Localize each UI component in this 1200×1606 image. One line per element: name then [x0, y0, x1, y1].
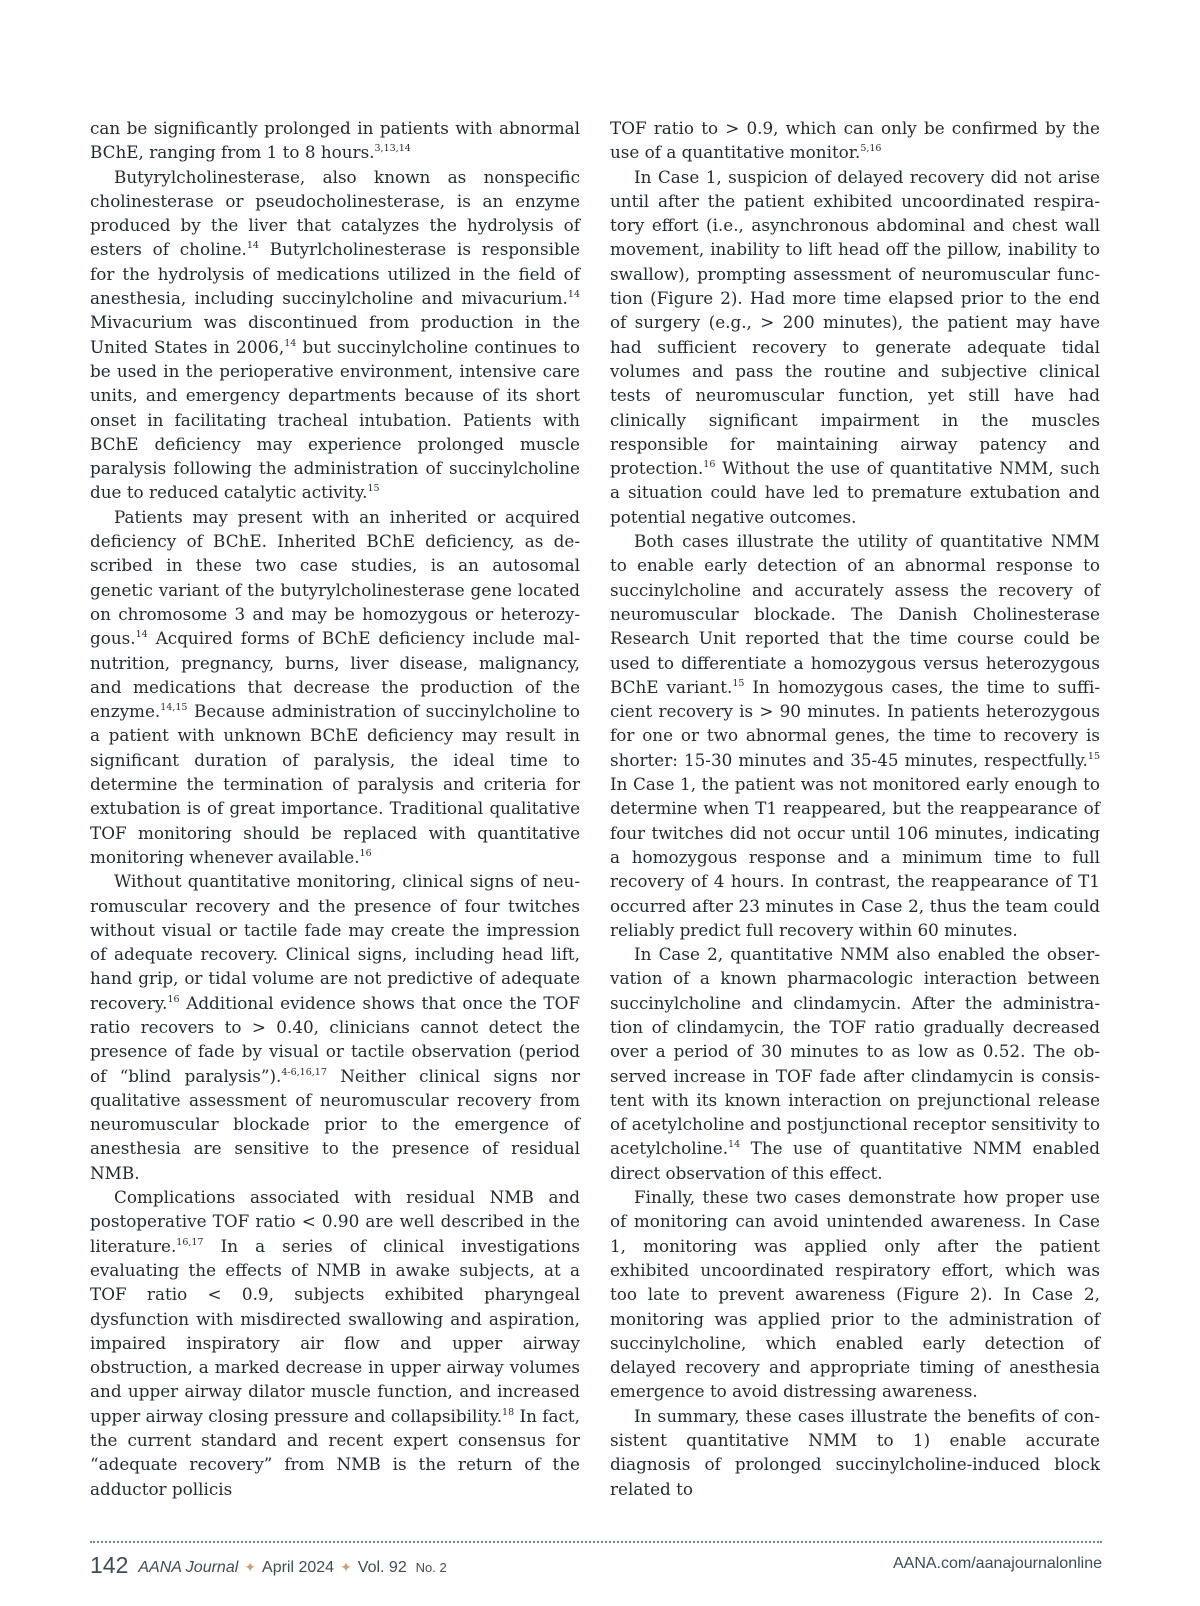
page-footer — [90, 1552, 1102, 1582]
citation: 4-6,16,17 — [281, 1066, 327, 1078]
diamond-separator-icon: ✦ — [340, 1559, 352, 1575]
journal-name: AANA Journal — [138, 1559, 239, 1576]
citation: 16 — [703, 459, 716, 471]
paragraph: Patients may present with an inherited or acquired deficiency of BChE. Inherited BChE deficiency, as described in these two case studies, is an autosomal genetic variant of the butyrylcholinesterase gene located on chromosome 3 and may be homozygous or heterozygous.$^{14}$ Acquired forms of BChE deficiency include malnutrition, pregnancy, burns, liver disease, malignancy, and medications that decrease the production of the enzyme.$^{14,15}$ Because administration of succinylcholine to a patient with unknown BChE deficiency may result in significant duration of paralysis, the ideal time to determine the termination of paralysis and criteria for extubation is of great importance. Traditional qualitative TOF monitoring should be replaced with quantitative monitoring whenever available.$^{16}$ — [90, 506, 580, 867]
paragraph: Without quantitative monitoring, clinical signs of neuromuscular recovery and the presence of four twitches without visual or tactile fade may create the impression of adequate recovery. Clinical signs, including head lift, hand grip, or tidal volume are not predictive of adequate recovery.$^{16}$ Additional evidence shows that once the TOF ratio recovers to > 0.40, clinicians cannot detect the presence of fade by visual or tactile observation (period of “blind paralysis”).$^{4-6,16,17}$ Neither clinical signs nor qualitative assessment of neuromuscular recovery from neuromuscular blockade prior to the emergence of anesthesia are sensitive to the presence of residual NMB. — [90, 871, 580, 1183]
citation: 16 — [359, 847, 372, 859]
citation: 14 — [567, 288, 580, 300]
footer-divider — [90, 1541, 1102, 1543]
right-column — [610, 116, 1100, 1501]
citation: 15 — [1087, 750, 1100, 762]
journal-url: AANA.com/aanajournalonline — [892, 1555, 1102, 1572]
left-column — [90, 116, 580, 1501]
volume: Vol. 92 — [357, 1559, 407, 1576]
paragraph: In summary, these cases illustrate the benefits of consistent quantitative NMM to 1) enable accurate diagnosis of prolonged succinylcholine-induced block related to — [610, 1405, 1100, 1499]
footer-citation — [90, 1552, 447, 1579]
paragraph: Complications associated with residual NMB and postoperative TOF ratio < 0.90 are well described in the literature.$^{16,17}$ In a series of clinical investigations evaluating the effects of NMB in awake subjects, at a TOF ratio < 0.9, subjects exhibited pharyngeal dysfunction with misdirected swallowing and aspiration, impaired inspiratory air flow and upper airway obstruction, a marked decrease in upper airway volumes and upper airway dilator muscle function, and increased upper airway closing pressure and collapsibility.$^{18}$ In fact, the current standard and recent expert consensus for “adequate recovery” from NMB is the return of the adductor pollicis — [90, 1187, 580, 1499]
citation: 14 — [284, 337, 297, 349]
paragraph: TOF ratio to > 0.9, which can only be confirmed by the use of a quantitative monitor.$^{5,16}$ — [610, 118, 1100, 163]
citation: 18 — [502, 1406, 515, 1418]
issue-number: No. 2 — [415, 1560, 447, 1575]
citation: 15 — [367, 483, 380, 495]
citation: 15 — [732, 677, 745, 689]
paragraph: In Case 2, quantitative NMM also enabled the observation of a known pharmacologic interaction between succinylcholine and clindamycin. After the administration of clindamycin, the TOF ratio gradually decreased over a period of 30 minutes to as low as 0.52. The observed increase in TOF fade after clindamycin is consistent with its known interaction on prejunctional release of acetylcholine and postjunctional receptor sensitivity to acetylcholine.$^{14}$ The use of quantitative NMM enabled direct observation of this effect. — [610, 944, 1100, 1183]
paragraph: Finally, these two cases demonstrate how proper use of monitoring can avoid unintended awareness. In Case 1, monitoring was applied only after the patient exhibited uncoordinated respiratory effort, which was too late to prevent awareness (Figure 2). In Case 2, monitoring was applied prior to the administration of succinylcholine, which enabled early detection of delayed recovery and appropriate timing of anesthesia emergence to avoid distressing awareness. — [610, 1187, 1100, 1402]
citation: 16 — [167, 993, 180, 1005]
page-number: 142 — [90, 1552, 129, 1578]
paragraph: Butyrylcholinesterase, also known as nonspecific cholinesterase or pseudocholinesterase, is an enzyme produced by the liver that catalyzes the hydrolysis of esters of choline.$^{14}$ Butyrlcholinesterase is responsible for the hydrolysis of medications utilized in the field of anesthesia, including succinylcholine and mivacurium.$^{14}$ Mivacurium was discontinued from production in the United States in 2006,14 but succinylcholine continues to be used in the perioperative environment, intensive care units, and emergency departments because of its short onset in facilitating tracheal intubation. Patients with BChE deficiency may experience prolonged muscle paralysis following the administration of succinylcholine due to reduced catalytic activity.$^{15}$ — [90, 166, 580, 503]
citation: 14 — [728, 1139, 741, 1151]
citation: 14,15 — [160, 702, 188, 713]
issue-date: April 2024 — [262, 1559, 335, 1576]
diamond-separator-icon: ✦ — [244, 1559, 257, 1575]
paragraph: In Case 1, suspicion of delayed recovery did not arise until after the patient exhibited uncoordinated respiratory effort (i.e., asynchronous abdominal and chest wall movement, inability to lift head off the pillow, inability to swallow), prompting assessment of neuromuscular function (Figure 2). Had more time elapsed prior to the end of surgery (e.g., > 200 minutes), the patient may have had sufficient recovery to generate adequate tidal volumes and pass the routine and subjective clinical tests of neuromuscular function, yet still have had clinically significant impairment in the muscles responsible for maintaining airway patency and protection.$^{16}$ Without the use of quantitative NMM, such a situation could have led to premature extubation and potential negative outcomes. — [610, 166, 1100, 527]
citation: 14 — [246, 240, 259, 252]
citation: 14 — [135, 629, 148, 641]
citation: 5,16 — [860, 143, 882, 155]
paragraph: can be significantly prolonged in patients with abnormal BChE, ranging from 1 to 8 hours.$^{3,13,14}$ — [90, 118, 580, 163]
citation: 16,17 — [176, 1236, 204, 1248]
citation: 3,13,14 — [374, 143, 411, 155]
paragraph: Both cases illustrate the utility of quantitative NMM to enable early detection of an abnormal response to succinylcholine and accurately assess the recovery of neuromuscular blockade. The Danish Cholinesterase Research Unit reported that the time course could be used to differentiate a homozygous versus heterozygous BChE variant.$^{15}$ In homozygous cases, the time to sufficient recovery is > 90 minutes. In patients heterozygous for one or two abnormal genes, the time to recovery is shorter: 15-30 minutes and 35-45 minutes, respectfully.$^{15}$ In Case 1, the patient was not monitored early enough to determine when T1 reappeared, but the reappearance of four twitches did not occur until 106 minutes, indicating a homozygous response and a minimum time to full recovery of 4 hours. In contrast, the reappearance of T1 occurred after 23 minutes in Case 2, thus the team could reliably predict full recovery within 60 minutes. — [610, 531, 1100, 940]
